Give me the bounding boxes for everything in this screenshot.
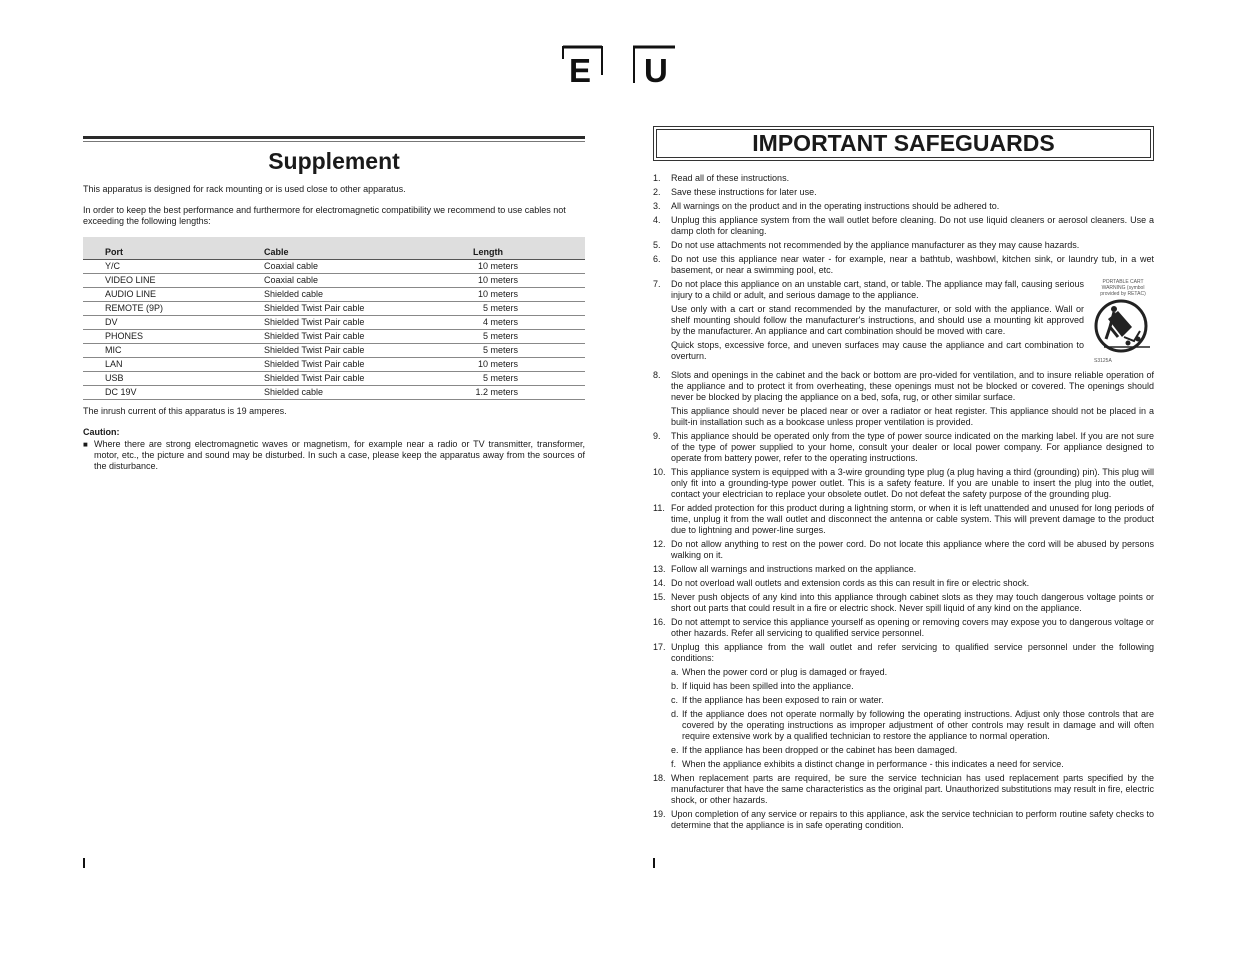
title-rule-thin: [83, 141, 585, 142]
safeguards-list: [653, 173, 1154, 831]
header-port: Port: [83, 237, 264, 260]
item-number: 8.: [653, 370, 661, 380]
item-number: 14.: [653, 578, 666, 588]
supplement-title: Supplement: [268, 148, 400, 174]
table-row: [83, 260, 585, 274]
sub-item-text: When the power cord or plug is damaged or frayed.: [682, 667, 888, 677]
sub-item: [671, 667, 1154, 678]
cell-length: 5 meters: [473, 372, 518, 386]
list-item: [653, 254, 1154, 276]
cell-length: 5 meters: [473, 344, 518, 358]
list-item: [653, 279, 1154, 367]
safeguards-title-box: [653, 126, 1154, 161]
cell-cable: Shielded Twist Pair cable: [264, 316, 473, 330]
cell-port: PHONES: [83, 330, 264, 344]
cell-cable: Shielded cable: [264, 386, 473, 400]
sub-item-text: If the appliance has been dropped or the cabinet has been damaged.: [682, 745, 958, 755]
item-number: 17.: [653, 642, 666, 652]
table-row: [83, 288, 585, 302]
item-number: 9.: [653, 431, 661, 441]
cell-length: 10 meters: [473, 274, 518, 288]
supplement-intro: This apparatus is designed for rack mounting or is used close to other apparatus.: [83, 184, 406, 194]
cart-warning-caption: PORTABLE CART WARNING (symbol provided by RETAC): [1100, 279, 1146, 297]
item-text: Unplug this appliance from the wall outlet and refer servicing to qualified service personnel under the following conditions:: [671, 642, 1154, 663]
supplement-page: [83, 136, 585, 472]
cell-port: MIC: [83, 344, 264, 358]
left-page-number: [83, 858, 85, 868]
item-text: This appliance should be operated only from the type of power source indicated on the marking label. If you are not sure of the type of power supplied to your home, consult your dealer or local power company. For appliance designed to operate from battery power, refer to the operating instructions.: [671, 431, 1154, 463]
list-item: [653, 240, 1154, 251]
item-text: Save these instructions for later use.: [671, 187, 817, 197]
table-row: [83, 358, 585, 372]
item-number: 5.: [653, 240, 661, 250]
sub-item: [671, 745, 1154, 756]
caution-heading: Caution:: [83, 427, 120, 437]
table-row: [83, 302, 585, 316]
cell-cable: Shielded Twist Pair cable: [264, 344, 473, 358]
item-number: 11.: [653, 503, 665, 513]
item-text: Do not allow anything to rest on the power cord. Do not locate this appliance where the cord will be abused by persons walking on it.: [671, 539, 1154, 560]
cell-length: 10 meters: [473, 260, 518, 274]
sub-item: [671, 759, 1154, 770]
list-item: [653, 431, 1154, 464]
cell-port: Y/C: [83, 260, 264, 274]
item-text: When replacement parts are required, be sure the service technician has used replacement parts specified by the manufacturer that have the same characteristics as the original part. Unauthorized substitutions may result in fire, electric shock, or other hazards.: [671, 773, 1154, 805]
table-row: [83, 386, 585, 400]
item-text: Unplug this appliance system from the wall outlet before cleaning. Do not use liquid cleaners or aerosol cleaners. Use a damp cloth for cleaning.: [671, 215, 1154, 236]
sub-item-text: If the appliance does not operate normally by following the operating instructions. Adjust only those controls that are covered by the operating instructions as improper adjustment of other controls may result in damage and will often require extensive work by a qualified technician to restore the appliance to normal operation.: [682, 709, 1154, 741]
item-number: 18.: [653, 773, 666, 783]
sub-item: [671, 681, 1154, 692]
cart-tip-over-icon: [1094, 297, 1152, 353]
list-item: [653, 564, 1154, 575]
item-text: Do not overload wall outlets and extension cords as this can result in fire or electric shock.: [671, 578, 1030, 588]
cell-length: 5 meters: [473, 330, 518, 344]
item-number: 10.: [653, 467, 666, 477]
item-number: 2.: [653, 187, 661, 197]
sub-item-letter: a.: [671, 667, 679, 677]
cart-warning-code: S3125A: [1094, 358, 1112, 364]
sub-item-text: If liquid has been spilled into the appliance.: [682, 681, 854, 691]
sub-item: [671, 709, 1154, 742]
caution-item: [83, 439, 585, 472]
cell-port: REMOTE (9P): [83, 302, 264, 316]
cell-cable: Shielded Twist Pair cable: [264, 372, 473, 386]
title-rule-top: [83, 136, 585, 139]
cell-cable: Coaxial cable: [264, 260, 473, 274]
cell-cable: Shielded cable: [264, 288, 473, 302]
cell-port: AUDIO LINE: [83, 288, 264, 302]
item-number: 3.: [653, 201, 661, 211]
item-text: All warnings on the product and in the operating instructions should be adhered to.: [671, 201, 1000, 211]
cell-length: 4 meters: [473, 316, 518, 330]
item-text: This appliance system is equipped with a 3-wire grounding type plug (a plug having a third (grounding) pin). This plug will only fit into a grounding-type power outlet. This is a safety feature. If you are unable to insert the plug into the outlet, contact your electrician to replace your obsolete outlet. Do not defeat the safety purpose of the grounding plug.: [671, 467, 1154, 499]
item-number: 15.: [653, 592, 666, 602]
table-row: [83, 274, 585, 288]
mark-letter-u: U: [644, 52, 668, 89]
sub-item-text: If the appliance has been exposed to rain or water.: [682, 695, 884, 705]
list-item: [653, 773, 1154, 806]
cell-port: DV: [83, 316, 264, 330]
list-item: [653, 467, 1154, 500]
cell-port: USB: [83, 372, 264, 386]
sub-item-letter: e.: [671, 745, 679, 755]
item-number: 16.: [653, 617, 666, 627]
right-page-number: [653, 858, 655, 868]
cell-cable: Shielded Twist Pair cable: [264, 358, 473, 372]
table-header-row: [83, 237, 585, 260]
item-text: Do not use attachments not recommended by the appliance manufacturer as they may cause hazards.: [671, 240, 1080, 250]
item-text: Use only with a cart or stand recommended by the manufacturer, or sold with the appliance. Wall or shelf mounting should follow the manufacturer's instructions, and should use a mounting kit approved by the manufacturer. An appliance and cart combination should be moved with care.: [671, 304, 1084, 336]
table-row: [83, 372, 585, 386]
list-item: [653, 173, 1154, 184]
item-text: Slots and openings in the cabinet and the back or bottom are pro-vided for ventilation, and to insure reliable operation of the appliance and to protect it from overheating, these openings must not be blocked or covered. The openings should never be blocked by placing the appliance on a bed, sofa, rug, or other similar surface.: [671, 370, 1154, 402]
cable-length-table: [83, 237, 585, 400]
list-item: [653, 201, 1154, 212]
inrush-current-note: The inrush current of this apparatus is 19 amperes.: [83, 406, 287, 416]
list-item: [653, 578, 1154, 589]
sub-item-letter: f.: [671, 759, 677, 769]
list-item: [653, 642, 1154, 770]
u-mark-logo: [632, 45, 676, 87]
item-number: 13.: [653, 564, 666, 574]
cell-port: LAN: [83, 358, 264, 372]
item-number: 6.: [653, 254, 661, 264]
portable-cart-warning: [1092, 279, 1154, 367]
item-text: This appliance should never be placed near or over a radiator or heat register. This appliance should not be placed in a built-in installation such as a bookcase unless proper ventilation is provided.: [671, 406, 1154, 427]
table-row: [83, 344, 585, 358]
cell-port: DC 19V: [83, 386, 264, 400]
table-row: [83, 316, 585, 330]
sub-item-letter: b.: [671, 681, 679, 691]
item-text: Read all of these instructions.: [671, 173, 790, 183]
list-item: [653, 215, 1154, 237]
header-marks: [560, 45, 680, 89]
cell-length: 1.2 meters: [473, 386, 518, 400]
item-number: 4.: [653, 215, 661, 225]
item-text: Upon completion of any service or repairs to this appliance, ask the service technician to perform routine safety checks to determine that the appliance is in safe operating condition.: [671, 809, 1154, 830]
item-number: 12.: [653, 539, 666, 549]
header-length: Length: [473, 237, 518, 260]
mark-letter-e: E: [569, 52, 592, 89]
table-row: [83, 330, 585, 344]
safeguards-title: IMPORTANT SAFEGUARDS: [656, 129, 1151, 158]
sub-item-letter: c.: [671, 695, 679, 705]
item-text: Do not attempt to service this appliance yourself as opening or removing covers may expose you to dangerous voltage or other hazards. Refer all servicing to qualified service personnel.: [671, 617, 1154, 638]
item-text: Quick stops, excessive force, and uneven surfaces may cause the appliance and cart combination to overturn.: [671, 340, 1084, 361]
list-item: [653, 503, 1154, 536]
cell-cable: Shielded Twist Pair cable: [264, 302, 473, 316]
list-item: [653, 370, 1154, 428]
item-number: 1.: [653, 173, 661, 183]
header-cable: Cable: [264, 237, 473, 260]
sub-item-text: When the appliance exhibits a distinct change in performance - this indicates a need for service.: [682, 759, 1064, 769]
cell-cable: Shielded Twist Pair cable: [264, 330, 473, 344]
safeguards-page: [653, 126, 1154, 834]
cell-cable: Coaxial cable: [264, 274, 473, 288]
square-bullet-icon: ■: [83, 440, 88, 449]
item-number: 19.: [653, 809, 666, 819]
list-item: [653, 187, 1154, 198]
supplement-cable-note: In order to keep the best performance and furthermore for electromagnetic compatibility we recommend to use cables not exceeding the following lengths:: [83, 205, 566, 226]
list-item: [653, 539, 1154, 561]
cell-port: VIDEO LINE: [83, 274, 264, 288]
caution-text: Where there are strong electromagnetic waves or magnetism, for example near a radio or TV transmitter, transformer, motor, etc., the picture and sound may be disturbed. In such a case, please keep the apparatus away from the sources of the disturbance.: [94, 439, 585, 471]
item-number: 7.: [653, 279, 661, 289]
sub-item: [671, 695, 1154, 706]
list-item: [653, 809, 1154, 831]
cell-length: 5 meters: [473, 302, 518, 316]
item-text: Follow all warnings and instructions marked on the appliance.: [671, 564, 917, 574]
list-item: [653, 617, 1154, 639]
item-text: For added protection for this product during a lightning storm, or when it is left unattended and unused for long periods of time, unplug it from the wall outlet and disconnect the antenna or cable system. This will prevent damage to the product due to lightning and power-line surges.: [671, 503, 1154, 535]
sub-item-letter: d.: [671, 709, 679, 719]
item-text: Never push objects of any kind into this appliance through cabinet slots as they may touch dangerous voltage points or short out parts that could result in a fire or electric shock. Never spill liquid of any kind on the appliance.: [671, 592, 1154, 613]
e-mark-logo: [562, 45, 604, 87]
item-text: Do not use this appliance near water - for example, near a bathtub, washbowl, kitchen sink, or laundry tub, in a wet basement, or near a swimming pool, etc.: [671, 254, 1154, 275]
item-text: Do not place this appliance on an unstable cart, stand, or table. The appliance may fall, causing serious injury to a child or adult, and serious damage to the appliance.: [671, 279, 1084, 300]
list-item: [653, 592, 1154, 614]
cell-length: 10 meters: [473, 358, 518, 372]
cell-length: 10 meters: [473, 288, 518, 302]
